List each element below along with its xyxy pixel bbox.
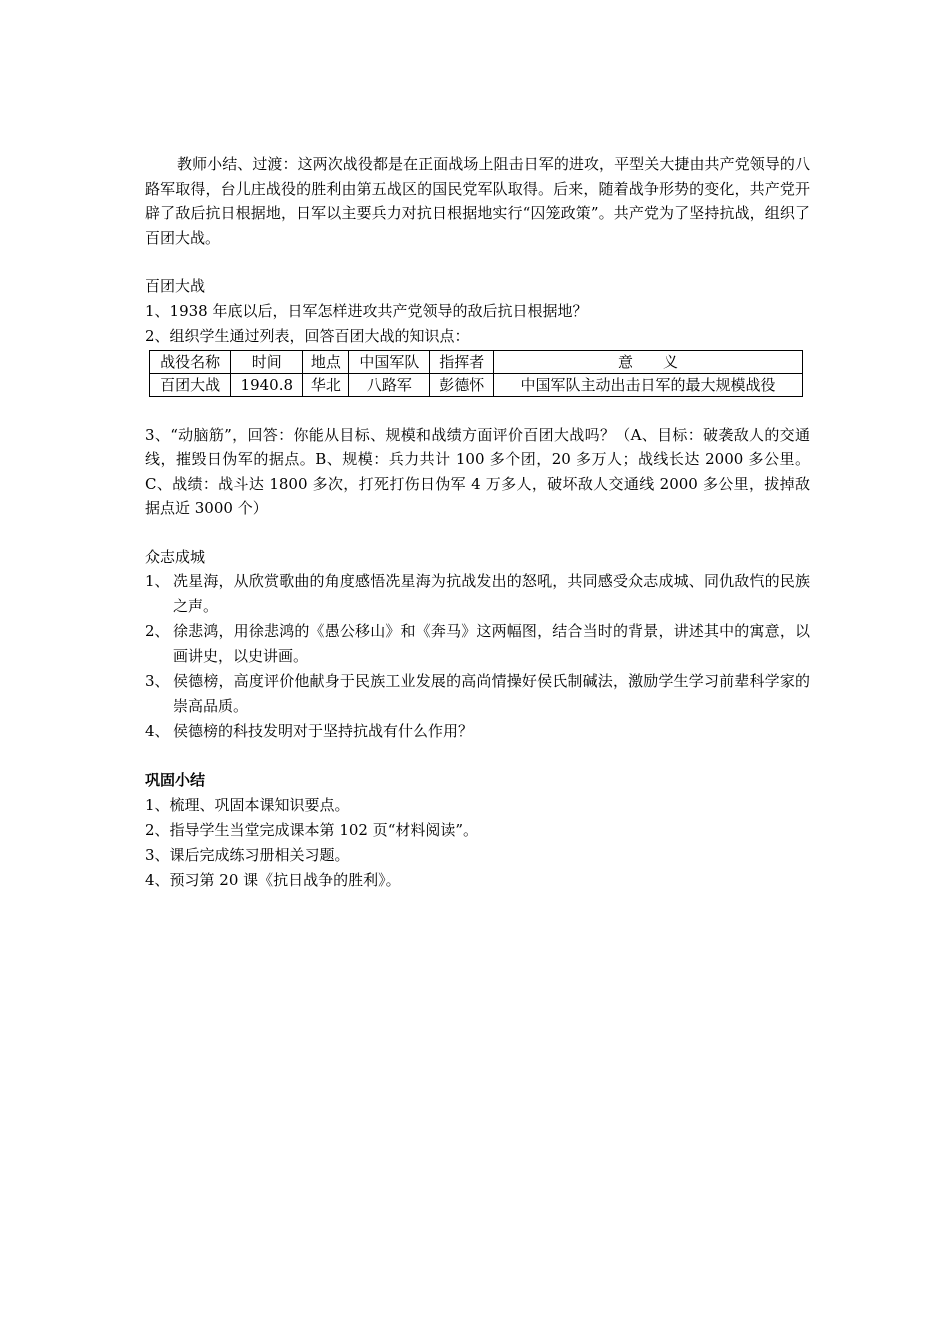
summary-item: 4、预习第 20 课《抗日战争的胜利》。 [145,870,401,889]
table-header-cell: 中国军队 [349,350,430,373]
table-header-cell: 指挥者 [430,350,494,373]
section-title-baituan: 百团大战 [145,277,206,295]
list-item [145,719,810,744]
list-item [145,619,810,669]
table-header-cell: 时间 [231,350,303,373]
table-row [150,373,803,396]
question-2: 2、组织学生通过列表，回答百团大战的知识点： [145,326,470,345]
table-cell: 1940.8 [231,373,303,396]
table-header-cell: 地点 [303,350,349,373]
question-1: 1、1938 年底以后，日军怎样进攻共产党领导的敌后抗日根据地？ [145,301,588,320]
list-item-number: 4、 [145,722,170,740]
list-item-number: 2、 [145,622,170,640]
table-cell: 八路军 [349,373,430,396]
document-content [145,152,810,893]
question-3: 3、“动脑筋”，回答：你能从目标、规模和战绩方面评价百团大战吗？（A、目标：破袭敌人的交通线，摧毁日伪军的据点。B、规模：兵力共计 100 多个团，20 多万人；战线长达 2000 多公里。C、战绩：战斗达 1800 多次，打死打伤日伪军 4 万多人，破坏敌人交通线 2000 多公里，拔掉敌据点近 3000 个） [145,425,810,517]
list-item-text: 徐悲鸿，用徐悲鸿的《愚公移山》和《奔马》这两幅图，结合当时的背景，讲述其中的寓意，以画讲史，以史讲画。 [173,622,810,665]
list-item-number: 3、 [145,672,170,690]
list-item-text: 侯德榜的科技发明对于坚持抗战有什么作用？ [173,722,474,740]
table-cell: 百团大战 [150,373,231,396]
table-header-row [150,350,803,373]
battle-table [149,350,803,397]
table-header-cell: 战役名称 [150,350,231,373]
summary-item: 3、课后完成练习册相关习题。 [145,845,350,864]
section-title-gonggu: 巩固小结 [145,771,206,789]
intro-paragraph: 教师小结、过渡：这两次战役都是在正面战场上阻击日军的进攻，平型关大捷由共产党领导的八路军取得，台儿庄战役的胜利由第五战区的国民党军队取得。后来，随着战争形势的变化，共产党开辟了敌后抗日根据地，日军以主要兵力对抗日根据地实行“囚笼政策”。共产党为了坚持抗战，组织了百团大战。 [145,155,810,247]
list-item [145,569,810,619]
table-cell: 华北 [303,373,349,396]
table-header-cell: 意 义 [494,350,803,373]
summary-item: 2、指导学生当堂完成课本第 102 页“材料阅读”。 [145,820,479,839]
table-cell: 彭德怀 [430,373,494,396]
list-item-text: 侯德榜，高度评价他献身于民族工业发展的高尚情操好侯氏制碱法，激励学生学习前辈科学家的崇高品质。 [173,672,810,715]
list-item-text: 冼星海，从欣赏歌曲的角度感悟冼星海为抗战发出的怒吼，共同感受众志成城、同仇敌忾的民族之声。 [173,572,810,615]
section-title-zhongzhi: 众志成城 [145,547,206,566]
list-item-number: 1、 [145,572,170,590]
summary-item: 1、梳理、巩固本课知识要点。 [145,795,350,814]
list-item [145,669,810,719]
table-cell: 中国军队主动出击日军的最大规模战役 [494,373,803,396]
